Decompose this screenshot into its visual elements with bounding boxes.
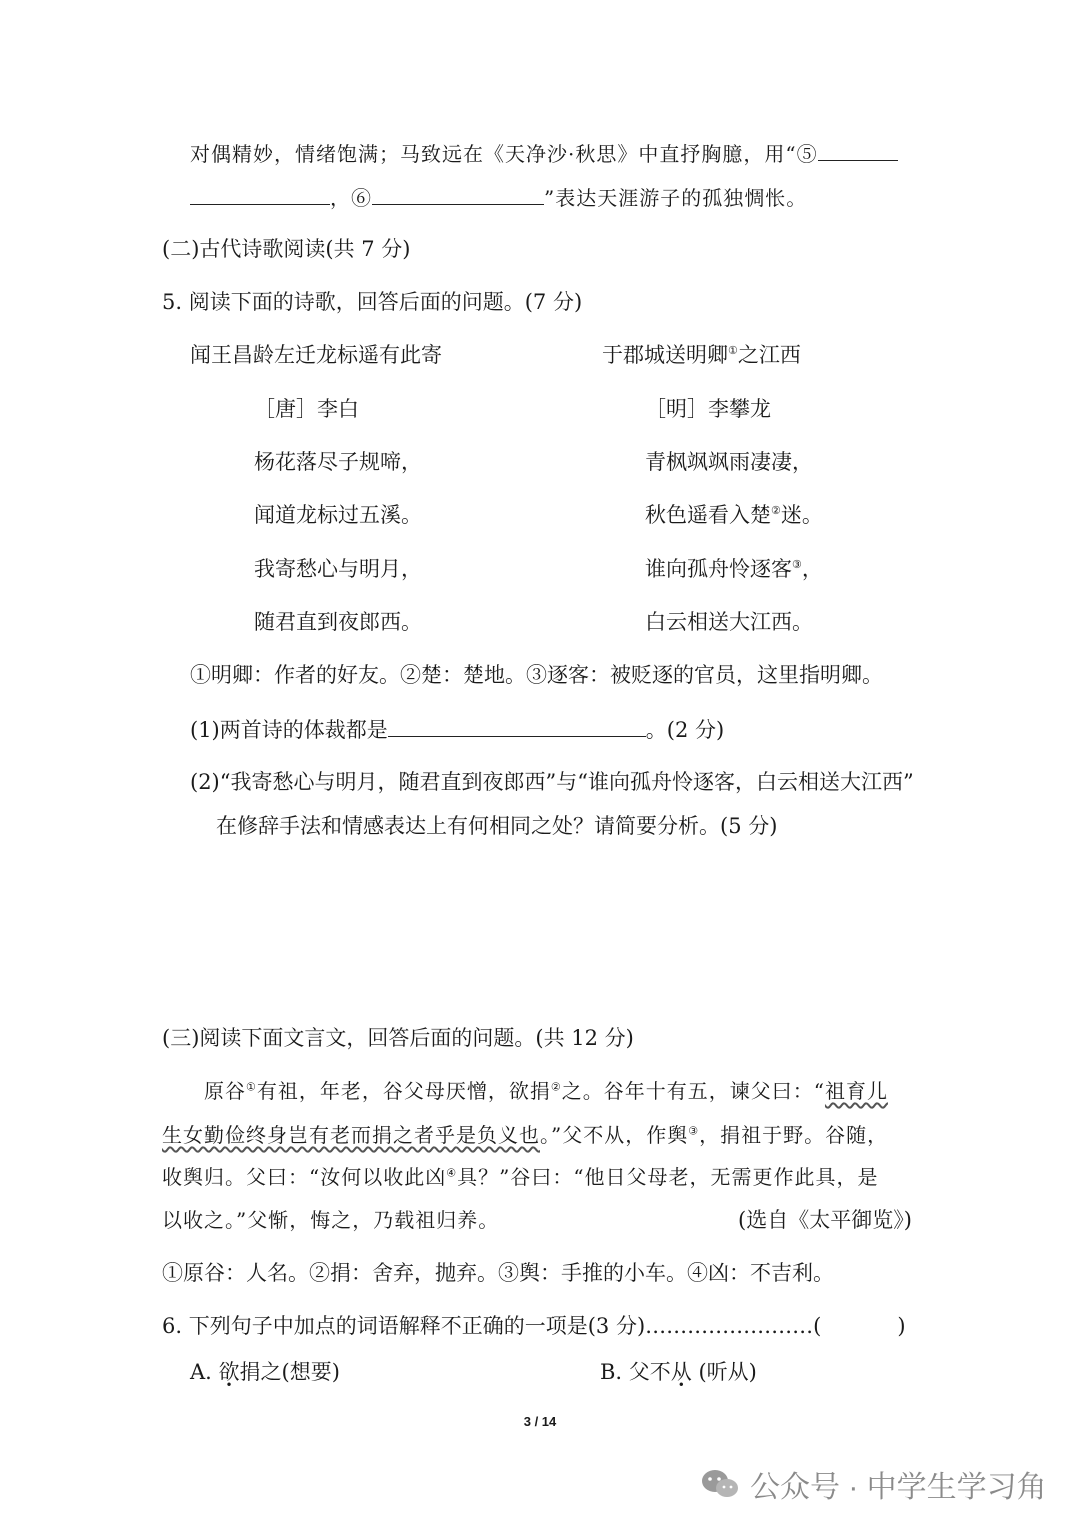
footnote-mark: ② bbox=[771, 504, 781, 517]
classical-text-seg: 原谷 bbox=[204, 1079, 246, 1103]
footnote-mark: ① bbox=[246, 1080, 257, 1094]
option-a-label: A. bbox=[190, 1360, 212, 1384]
wavy-underlined-text: 生女勤俭终身岂有老而捐之者乎是负义也 bbox=[162, 1123, 540, 1147]
section-title-3: (三)阅读下面文言文，回答后面的问题。(共 12 分) bbox=[162, 1026, 634, 1050]
poem2-line-2-a: 秋色遥看入楚 bbox=[645, 503, 771, 527]
poem2-line-3-b: ， bbox=[801, 557, 823, 581]
poem2-title-text: 于郡城送明卿 bbox=[602, 343, 728, 367]
classical-text-line-4: 以收之。”父惭，悔之，乃载祖归养。 bbox=[162, 1208, 500, 1232]
intro-line-2 bbox=[190, 182, 807, 213]
poem2-line-2-b: 迷。 bbox=[780, 503, 823, 527]
page-number: 3 / 14 bbox=[523, 1414, 557, 1429]
poem1-title: 闻王昌龄左迁龙标遥有此寄 bbox=[190, 343, 442, 367]
question-6-text: 6. 下列句子中加点的词语解释不正确的一项是(3 分)……………………( bbox=[162, 1314, 822, 1338]
classical-text-line-3 bbox=[162, 1162, 879, 1192]
question-6-paren: ) bbox=[897, 1314, 906, 1338]
question-5-1 bbox=[190, 714, 724, 745]
classical-notes: ①原谷：人名。②捐：舍弃，抛弃。③舆：手推的小车。④凶：不吉利。 bbox=[162, 1261, 834, 1285]
footnote-mark: ③ bbox=[688, 1124, 700, 1138]
intro-line-1 bbox=[190, 138, 898, 169]
intro-text-3: ”表达天涯游子的孤独惆怅。 bbox=[544, 186, 808, 210]
poem2-line-3-a: 谁向孤舟怜逐客 bbox=[645, 557, 792, 581]
classical-text-seg: 有祖，年老，谷父母厌憎，欲捐 bbox=[256, 1079, 551, 1103]
classical-text-seg: ，捐祖于野。谷随， bbox=[699, 1123, 889, 1147]
question-5-2-line-2: 在修辞手法和情感表达上有何相同之处？请简要分析。(5 分) bbox=[216, 814, 778, 838]
classical-text-seg: 具？”谷曰：“他日父母老，无需更作此具，是 bbox=[457, 1165, 879, 1189]
option-b[interactable] bbox=[600, 1357, 757, 1387]
watermark-text: 公众号 · 中学生学习角 bbox=[750, 1471, 1047, 1504]
poem2-title bbox=[602, 340, 801, 370]
classical-text-line-2 bbox=[162, 1120, 888, 1150]
poem1-line-3: 我寄愁心与明月， bbox=[254, 557, 422, 581]
answer-blank-6[interactable] bbox=[372, 182, 544, 205]
intro-text-1: 对偶精妙，情绪饱满；马致远在《天净沙·秋思》中直抒胸臆，用“⑤ bbox=[190, 142, 818, 166]
question-5-1-text: (1)两首诗的体裁都是 bbox=[190, 718, 388, 742]
poem-notes: ①明卿：作者的好友。②楚：楚地。③逐客：被贬逐的官员，这里指明卿。 bbox=[190, 663, 883, 687]
wavy-underlined-text: 祖育儿 bbox=[824, 1079, 888, 1103]
classical-text-line-1 bbox=[204, 1076, 888, 1106]
answer-blank-5-cont[interactable] bbox=[190, 182, 330, 205]
dotted-word: 从 bbox=[670, 1360, 692, 1384]
classical-text-seg: 之。谷年十有五，谏父曰：“ bbox=[561, 1079, 825, 1103]
poem1-line-4: 随君直到夜郎西。 bbox=[254, 610, 422, 634]
question-5-stem: 5. 阅读下面的诗歌，回答后面的问题。(7 分) bbox=[162, 290, 583, 314]
question-6-stem bbox=[162, 1311, 906, 1341]
footnote-mark: ③ bbox=[792, 558, 802, 571]
question-5-1-score: 。(2 分) bbox=[645, 718, 725, 742]
option-b-text: 父不 bbox=[628, 1360, 671, 1384]
footnote-mark: ④ bbox=[446, 1166, 458, 1180]
section-title-2: (二)古代诗歌阅读(共 7 分) bbox=[162, 237, 411, 261]
poem2-line-2 bbox=[645, 500, 823, 530]
poem1-line-1: 杨花落尽子规啼， bbox=[254, 450, 422, 474]
poem1-line-2: 闻道龙标过五溪。 bbox=[254, 503, 422, 527]
answer-blank-genre[interactable] bbox=[388, 714, 646, 737]
option-b-rest: (听从) bbox=[691, 1360, 757, 1384]
poem2-line-4: 白云相送大江西。 bbox=[645, 610, 813, 634]
watermark bbox=[700, 1462, 1047, 1506]
option-b-label: B. bbox=[600, 1360, 623, 1384]
classical-text-seg: 。”父不从，作舆 bbox=[540, 1123, 689, 1147]
dotted-word: 欲 bbox=[218, 1360, 240, 1384]
footnote-mark: ① bbox=[728, 344, 738, 357]
classical-text-seg: 收舆归。父曰：“汝何以收此凶 bbox=[162, 1165, 447, 1189]
poem1-author: ［唐］李白 bbox=[254, 397, 359, 421]
option-a-text: 捐之(想要) bbox=[239, 1360, 340, 1384]
poem2-line-3 bbox=[645, 554, 823, 584]
poem2-title-tail: 之江西 bbox=[737, 343, 801, 367]
classical-source: (选自《太平御览》) bbox=[738, 1208, 912, 1232]
poem2-author: ［明］李攀龙 bbox=[645, 397, 771, 421]
answer-blank-5[interactable] bbox=[818, 138, 898, 161]
wechat-icon bbox=[700, 1467, 740, 1501]
poem2-line-1: 青枫飒飒雨凄凄， bbox=[645, 450, 813, 474]
option-a[interactable] bbox=[190, 1357, 340, 1387]
question-5-2-line-1: (2)“我寄愁心与明月，随君直到夜郎西”与“谁向孤舟怜逐客，白云相送大江西” bbox=[190, 770, 914, 794]
intro-text-2: ，⑥ bbox=[330, 186, 372, 210]
footnote-mark: ② bbox=[550, 1080, 562, 1094]
